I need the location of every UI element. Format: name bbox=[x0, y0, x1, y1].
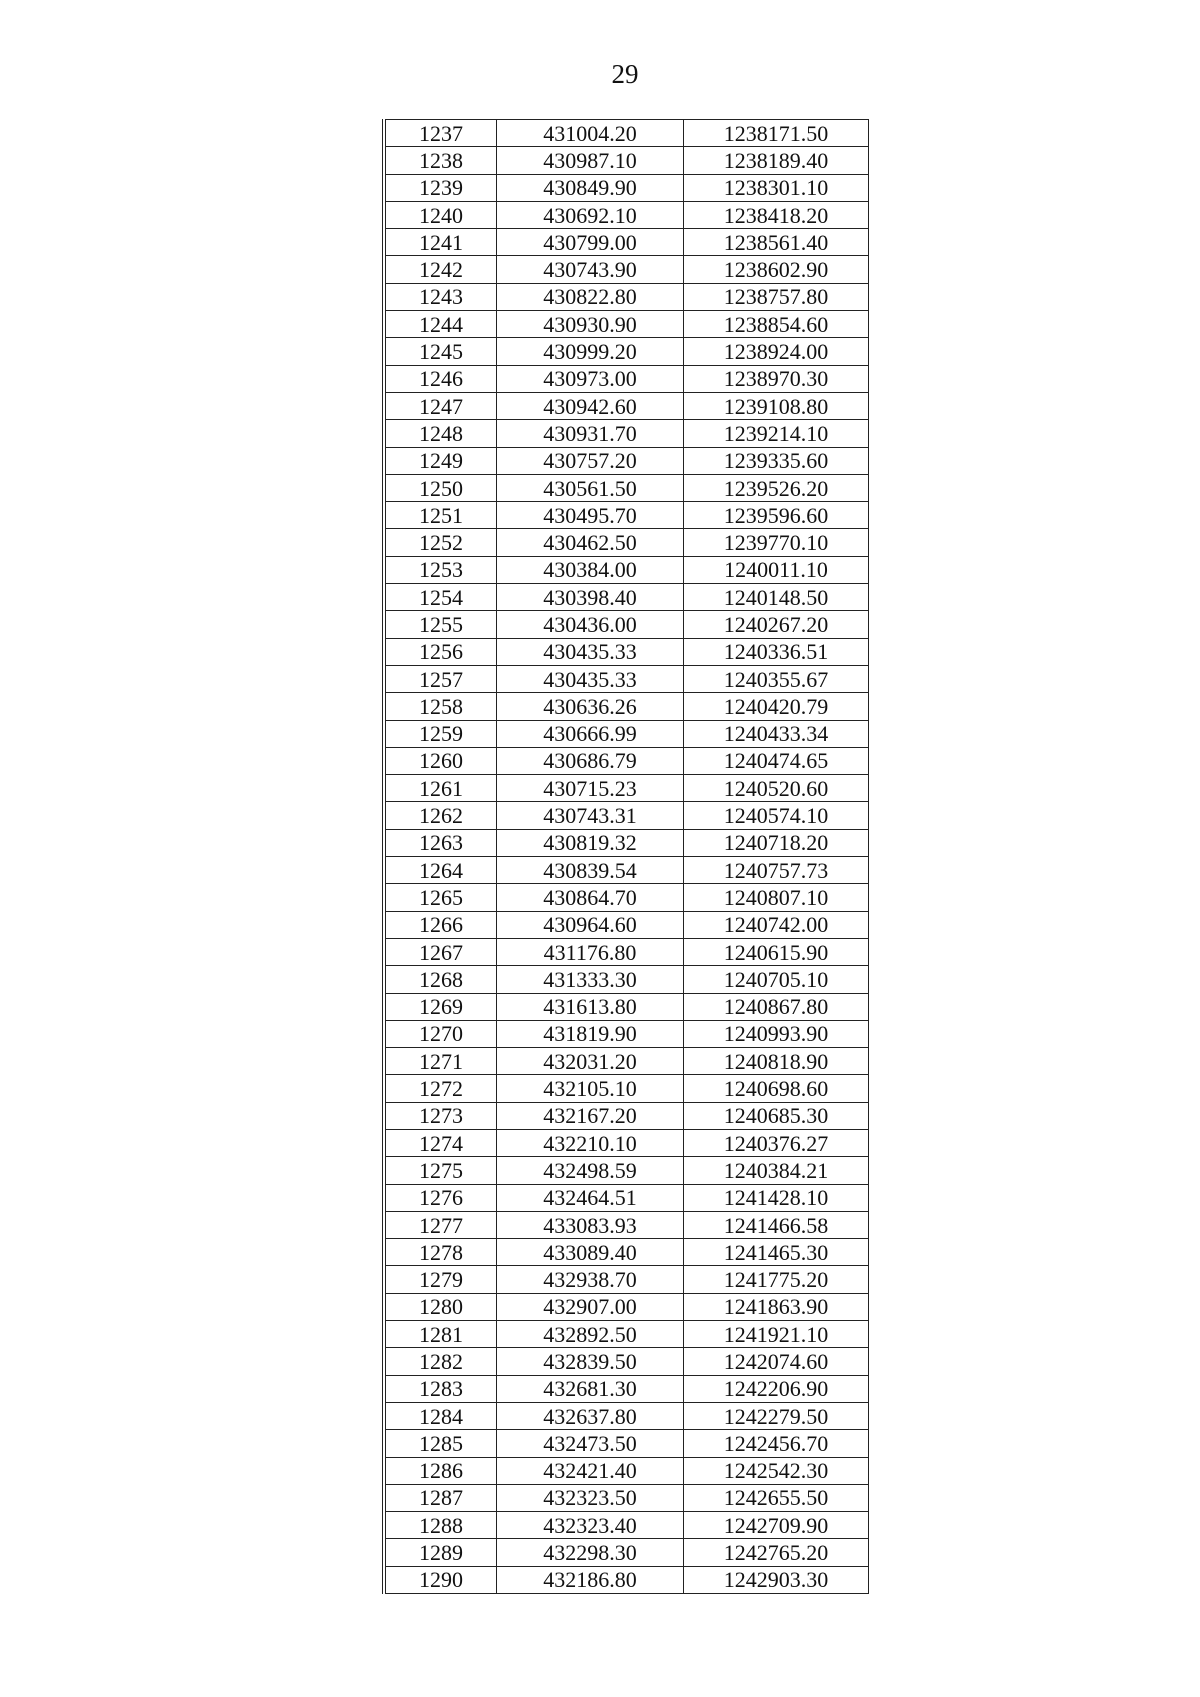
x-coordinate-cell: 432637.80 bbox=[497, 1402, 684, 1429]
table-row bbox=[384, 720, 869, 747]
x-coordinate-cell: 431333.30 bbox=[497, 966, 684, 993]
table-row bbox=[384, 1375, 869, 1402]
table-row bbox=[384, 283, 869, 310]
y-coordinate-cell: 1240742.00 bbox=[684, 911, 869, 938]
x-coordinate-cell: 430799.00 bbox=[497, 229, 684, 256]
table-row bbox=[384, 802, 869, 829]
y-coordinate-cell: 1240574.10 bbox=[684, 802, 869, 829]
point-number-cell: 1242 bbox=[384, 256, 497, 283]
y-coordinate-cell: 1238189.40 bbox=[684, 147, 869, 174]
y-coordinate-cell: 1241775.20 bbox=[684, 1266, 869, 1293]
y-coordinate-cell: 1240474.65 bbox=[684, 747, 869, 774]
point-number-cell: 1277 bbox=[384, 1211, 497, 1238]
point-number-cell: 1253 bbox=[384, 556, 497, 583]
y-coordinate-cell: 1242206.90 bbox=[684, 1375, 869, 1402]
point-number-cell: 1262 bbox=[384, 802, 497, 829]
x-coordinate-cell: 430757.20 bbox=[497, 447, 684, 474]
table-row bbox=[384, 556, 869, 583]
table-row bbox=[384, 502, 869, 529]
point-number-cell: 1255 bbox=[384, 611, 497, 638]
x-coordinate-cell: 430435.33 bbox=[497, 638, 684, 665]
table-row bbox=[384, 1484, 869, 1511]
point-number-cell: 1245 bbox=[384, 338, 497, 365]
x-coordinate-cell: 430743.31 bbox=[497, 802, 684, 829]
table-row bbox=[384, 884, 869, 911]
x-coordinate-cell: 432323.50 bbox=[497, 1484, 684, 1511]
point-number-cell: 1287 bbox=[384, 1484, 497, 1511]
y-coordinate-cell: 1239526.20 bbox=[684, 474, 869, 501]
point-number-cell: 1250 bbox=[384, 474, 497, 501]
y-coordinate-cell: 1240420.79 bbox=[684, 693, 869, 720]
table-row bbox=[384, 1266, 869, 1293]
x-coordinate-cell: 430636.26 bbox=[497, 693, 684, 720]
x-coordinate-cell: 432210.10 bbox=[497, 1129, 684, 1156]
x-coordinate-cell: 432464.51 bbox=[497, 1184, 684, 1211]
point-number-cell: 1252 bbox=[384, 529, 497, 556]
table-row bbox=[384, 1020, 869, 1047]
table-row bbox=[384, 120, 869, 147]
y-coordinate-cell: 1239770.10 bbox=[684, 529, 869, 556]
point-number-cell: 1265 bbox=[384, 884, 497, 911]
y-coordinate-cell: 1238924.00 bbox=[684, 338, 869, 365]
y-coordinate-cell: 1240807.10 bbox=[684, 884, 869, 911]
x-coordinate-cell: 431004.20 bbox=[497, 120, 684, 147]
y-coordinate-cell: 1241428.10 bbox=[684, 1184, 869, 1211]
table-row bbox=[384, 1512, 869, 1539]
x-coordinate-cell: 430495.70 bbox=[497, 502, 684, 529]
table-row bbox=[384, 338, 869, 365]
x-coordinate-cell: 432031.20 bbox=[497, 1048, 684, 1075]
y-coordinate-cell: 1240384.21 bbox=[684, 1157, 869, 1184]
y-coordinate-cell: 1241466.58 bbox=[684, 1211, 869, 1238]
table-row bbox=[384, 1102, 869, 1129]
table-row bbox=[384, 1129, 869, 1156]
table-row bbox=[384, 911, 869, 938]
point-number-cell: 1267 bbox=[384, 938, 497, 965]
x-coordinate-cell: 430384.00 bbox=[497, 556, 684, 583]
x-coordinate-cell: 430964.60 bbox=[497, 911, 684, 938]
y-coordinate-cell: 1238854.60 bbox=[684, 311, 869, 338]
y-coordinate-cell: 1238970.30 bbox=[684, 365, 869, 392]
table-row bbox=[384, 1566, 869, 1593]
point-number-cell: 1282 bbox=[384, 1348, 497, 1375]
point-number-cell: 1273 bbox=[384, 1102, 497, 1129]
x-coordinate-cell: 432167.20 bbox=[497, 1102, 684, 1129]
point-number-cell: 1281 bbox=[384, 1321, 497, 1348]
table-row bbox=[384, 775, 869, 802]
point-number-cell: 1244 bbox=[384, 311, 497, 338]
y-coordinate-cell: 1240011.10 bbox=[684, 556, 869, 583]
table-row bbox=[384, 201, 869, 228]
x-coordinate-cell: 430666.99 bbox=[497, 720, 684, 747]
table-row bbox=[384, 365, 869, 392]
table-row bbox=[384, 447, 869, 474]
table-row bbox=[384, 1402, 869, 1429]
table-row bbox=[384, 529, 869, 556]
coordinates-table-body bbox=[384, 120, 869, 1594]
x-coordinate-cell: 430849.90 bbox=[497, 174, 684, 201]
x-coordinate-cell: 430822.80 bbox=[497, 283, 684, 310]
y-coordinate-cell: 1242903.30 bbox=[684, 1566, 869, 1593]
table-row bbox=[384, 938, 869, 965]
x-coordinate-cell: 430686.79 bbox=[497, 747, 684, 774]
x-coordinate-cell: 430999.20 bbox=[497, 338, 684, 365]
y-coordinate-cell: 1238757.80 bbox=[684, 283, 869, 310]
point-number-cell: 1249 bbox=[384, 447, 497, 474]
x-coordinate-cell: 432473.50 bbox=[497, 1430, 684, 1457]
x-coordinate-cell: 430398.40 bbox=[497, 584, 684, 611]
y-coordinate-cell: 1240698.60 bbox=[684, 1075, 869, 1102]
x-coordinate-cell: 432892.50 bbox=[497, 1321, 684, 1348]
y-coordinate-cell: 1239214.10 bbox=[684, 420, 869, 447]
y-coordinate-cell: 1240615.90 bbox=[684, 938, 869, 965]
point-number-cell: 1279 bbox=[384, 1266, 497, 1293]
table-row bbox=[384, 147, 869, 174]
x-coordinate-cell: 432938.70 bbox=[497, 1266, 684, 1293]
table-row bbox=[384, 857, 869, 884]
table-row bbox=[384, 1293, 869, 1320]
table-row bbox=[384, 747, 869, 774]
point-number-cell: 1271 bbox=[384, 1048, 497, 1075]
table-row bbox=[384, 392, 869, 419]
y-coordinate-cell: 1240705.10 bbox=[684, 966, 869, 993]
y-coordinate-cell: 1239596.60 bbox=[684, 502, 869, 529]
x-coordinate-cell: 430715.23 bbox=[497, 775, 684, 802]
y-coordinate-cell: 1239108.80 bbox=[684, 392, 869, 419]
coordinates-table bbox=[382, 119, 869, 1594]
table-row bbox=[384, 693, 869, 720]
point-number-cell: 1260 bbox=[384, 747, 497, 774]
point-number-cell: 1258 bbox=[384, 693, 497, 720]
x-coordinate-cell: 431613.80 bbox=[497, 993, 684, 1020]
point-number-cell: 1246 bbox=[384, 365, 497, 392]
point-number-cell: 1256 bbox=[384, 638, 497, 665]
x-coordinate-cell: 430931.70 bbox=[497, 420, 684, 447]
x-coordinate-cell: 430692.10 bbox=[497, 201, 684, 228]
point-number-cell: 1237 bbox=[384, 120, 497, 147]
point-number-cell: 1247 bbox=[384, 392, 497, 419]
table-row bbox=[384, 638, 869, 665]
table-row bbox=[384, 174, 869, 201]
point-number-cell: 1248 bbox=[384, 420, 497, 447]
table-row bbox=[384, 1321, 869, 1348]
point-number-cell: 1280 bbox=[384, 1293, 497, 1320]
y-coordinate-cell: 1242074.60 bbox=[684, 1348, 869, 1375]
x-coordinate-cell: 432907.00 bbox=[497, 1293, 684, 1320]
x-coordinate-cell: 432298.30 bbox=[497, 1539, 684, 1566]
x-coordinate-cell: 430930.90 bbox=[497, 311, 684, 338]
point-number-cell: 1261 bbox=[384, 775, 497, 802]
y-coordinate-cell: 1242765.20 bbox=[684, 1539, 869, 1566]
y-coordinate-cell: 1240818.90 bbox=[684, 1048, 869, 1075]
point-number-cell: 1254 bbox=[384, 584, 497, 611]
x-coordinate-cell: 432105.10 bbox=[497, 1075, 684, 1102]
y-coordinate-cell: 1238171.50 bbox=[684, 120, 869, 147]
y-coordinate-cell: 1242456.70 bbox=[684, 1430, 869, 1457]
x-coordinate-cell: 430942.60 bbox=[497, 392, 684, 419]
table-row bbox=[384, 1075, 869, 1102]
table-row bbox=[384, 1539, 869, 1566]
table-row bbox=[384, 1457, 869, 1484]
y-coordinate-cell: 1240336.51 bbox=[684, 638, 869, 665]
point-number-cell: 1270 bbox=[384, 1020, 497, 1047]
x-coordinate-cell: 432839.50 bbox=[497, 1348, 684, 1375]
y-coordinate-cell: 1240867.80 bbox=[684, 993, 869, 1020]
y-coordinate-cell: 1240433.34 bbox=[684, 720, 869, 747]
point-number-cell: 1276 bbox=[384, 1184, 497, 1211]
x-coordinate-cell: 432498.59 bbox=[497, 1157, 684, 1184]
table-row bbox=[384, 1184, 869, 1211]
y-coordinate-cell: 1238561.40 bbox=[684, 229, 869, 256]
point-number-cell: 1290 bbox=[384, 1566, 497, 1593]
point-number-cell: 1274 bbox=[384, 1129, 497, 1156]
x-coordinate-cell: 430987.10 bbox=[497, 147, 684, 174]
x-coordinate-cell: 432186.80 bbox=[497, 1566, 684, 1593]
table-row bbox=[384, 829, 869, 856]
x-coordinate-cell: 432681.30 bbox=[497, 1375, 684, 1402]
table-row bbox=[384, 1430, 869, 1457]
point-number-cell: 1278 bbox=[384, 1239, 497, 1266]
point-number-cell: 1285 bbox=[384, 1430, 497, 1457]
point-number-cell: 1243 bbox=[384, 283, 497, 310]
table-row bbox=[384, 1239, 869, 1266]
y-coordinate-cell: 1238301.10 bbox=[684, 174, 869, 201]
y-coordinate-cell: 1240718.20 bbox=[684, 829, 869, 856]
table-row bbox=[384, 1048, 869, 1075]
y-coordinate-cell: 1240148.50 bbox=[684, 584, 869, 611]
x-coordinate-cell: 430561.50 bbox=[497, 474, 684, 501]
x-coordinate-cell: 430462.50 bbox=[497, 529, 684, 556]
table-row bbox=[384, 611, 869, 638]
table-row bbox=[384, 966, 869, 993]
x-coordinate-cell: 430435.33 bbox=[497, 665, 684, 692]
y-coordinate-cell: 1240993.90 bbox=[684, 1020, 869, 1047]
table-row bbox=[384, 420, 869, 447]
point-number-cell: 1238 bbox=[384, 147, 497, 174]
point-number-cell: 1263 bbox=[384, 829, 497, 856]
y-coordinate-cell: 1241863.90 bbox=[684, 1293, 869, 1320]
y-coordinate-cell: 1240757.73 bbox=[684, 857, 869, 884]
table-row bbox=[384, 1157, 869, 1184]
y-coordinate-cell: 1240267.20 bbox=[684, 611, 869, 638]
point-number-cell: 1289 bbox=[384, 1539, 497, 1566]
x-coordinate-cell: 430743.90 bbox=[497, 256, 684, 283]
y-coordinate-cell: 1241465.30 bbox=[684, 1239, 869, 1266]
x-coordinate-cell: 432323.40 bbox=[497, 1512, 684, 1539]
x-coordinate-cell: 431819.90 bbox=[497, 1020, 684, 1047]
y-coordinate-cell: 1242542.30 bbox=[684, 1457, 869, 1484]
point-number-cell: 1272 bbox=[384, 1075, 497, 1102]
point-number-cell: 1251 bbox=[384, 502, 497, 529]
table-row bbox=[384, 665, 869, 692]
x-coordinate-cell: 430819.32 bbox=[497, 829, 684, 856]
point-number-cell: 1264 bbox=[384, 857, 497, 884]
point-number-cell: 1283 bbox=[384, 1375, 497, 1402]
x-coordinate-cell: 430864.70 bbox=[497, 884, 684, 911]
point-number-cell: 1268 bbox=[384, 966, 497, 993]
table-row bbox=[384, 229, 869, 256]
y-coordinate-cell: 1240685.30 bbox=[684, 1102, 869, 1129]
y-coordinate-cell: 1242279.50 bbox=[684, 1402, 869, 1429]
table-row bbox=[384, 1348, 869, 1375]
point-number-cell: 1288 bbox=[384, 1512, 497, 1539]
point-number-cell: 1240 bbox=[384, 201, 497, 228]
y-coordinate-cell: 1242709.90 bbox=[684, 1512, 869, 1539]
y-coordinate-cell: 1241921.10 bbox=[684, 1321, 869, 1348]
x-coordinate-cell: 432421.40 bbox=[497, 1457, 684, 1484]
y-coordinate-cell: 1240520.60 bbox=[684, 775, 869, 802]
point-number-cell: 1269 bbox=[384, 993, 497, 1020]
x-coordinate-cell: 430436.00 bbox=[497, 611, 684, 638]
y-coordinate-cell: 1240376.27 bbox=[684, 1129, 869, 1156]
point-number-cell: 1239 bbox=[384, 174, 497, 201]
y-coordinate-cell: 1239335.60 bbox=[684, 447, 869, 474]
point-number-cell: 1266 bbox=[384, 911, 497, 938]
point-number-cell: 1259 bbox=[384, 720, 497, 747]
point-number-cell: 1284 bbox=[384, 1402, 497, 1429]
page-number: 29 bbox=[611, 59, 639, 89]
table-row bbox=[384, 584, 869, 611]
point-number-cell: 1275 bbox=[384, 1157, 497, 1184]
table-row bbox=[384, 993, 869, 1020]
x-coordinate-cell: 430839.54 bbox=[497, 857, 684, 884]
table-row bbox=[384, 311, 869, 338]
y-coordinate-cell: 1242655.50 bbox=[684, 1484, 869, 1511]
table-row bbox=[384, 256, 869, 283]
table-row bbox=[384, 474, 869, 501]
table-row bbox=[384, 1211, 869, 1238]
x-coordinate-cell: 430973.00 bbox=[497, 365, 684, 392]
y-coordinate-cell: 1240355.67 bbox=[684, 665, 869, 692]
y-coordinate-cell: 1238418.20 bbox=[684, 201, 869, 228]
x-coordinate-cell: 431176.80 bbox=[497, 938, 684, 965]
y-coordinate-cell: 1238602.90 bbox=[684, 256, 869, 283]
point-number-cell: 1286 bbox=[384, 1457, 497, 1484]
x-coordinate-cell: 433083.93 bbox=[497, 1211, 684, 1238]
x-coordinate-cell: 433089.40 bbox=[497, 1239, 684, 1266]
point-number-cell: 1241 bbox=[384, 229, 497, 256]
point-number-cell: 1257 bbox=[384, 665, 497, 692]
